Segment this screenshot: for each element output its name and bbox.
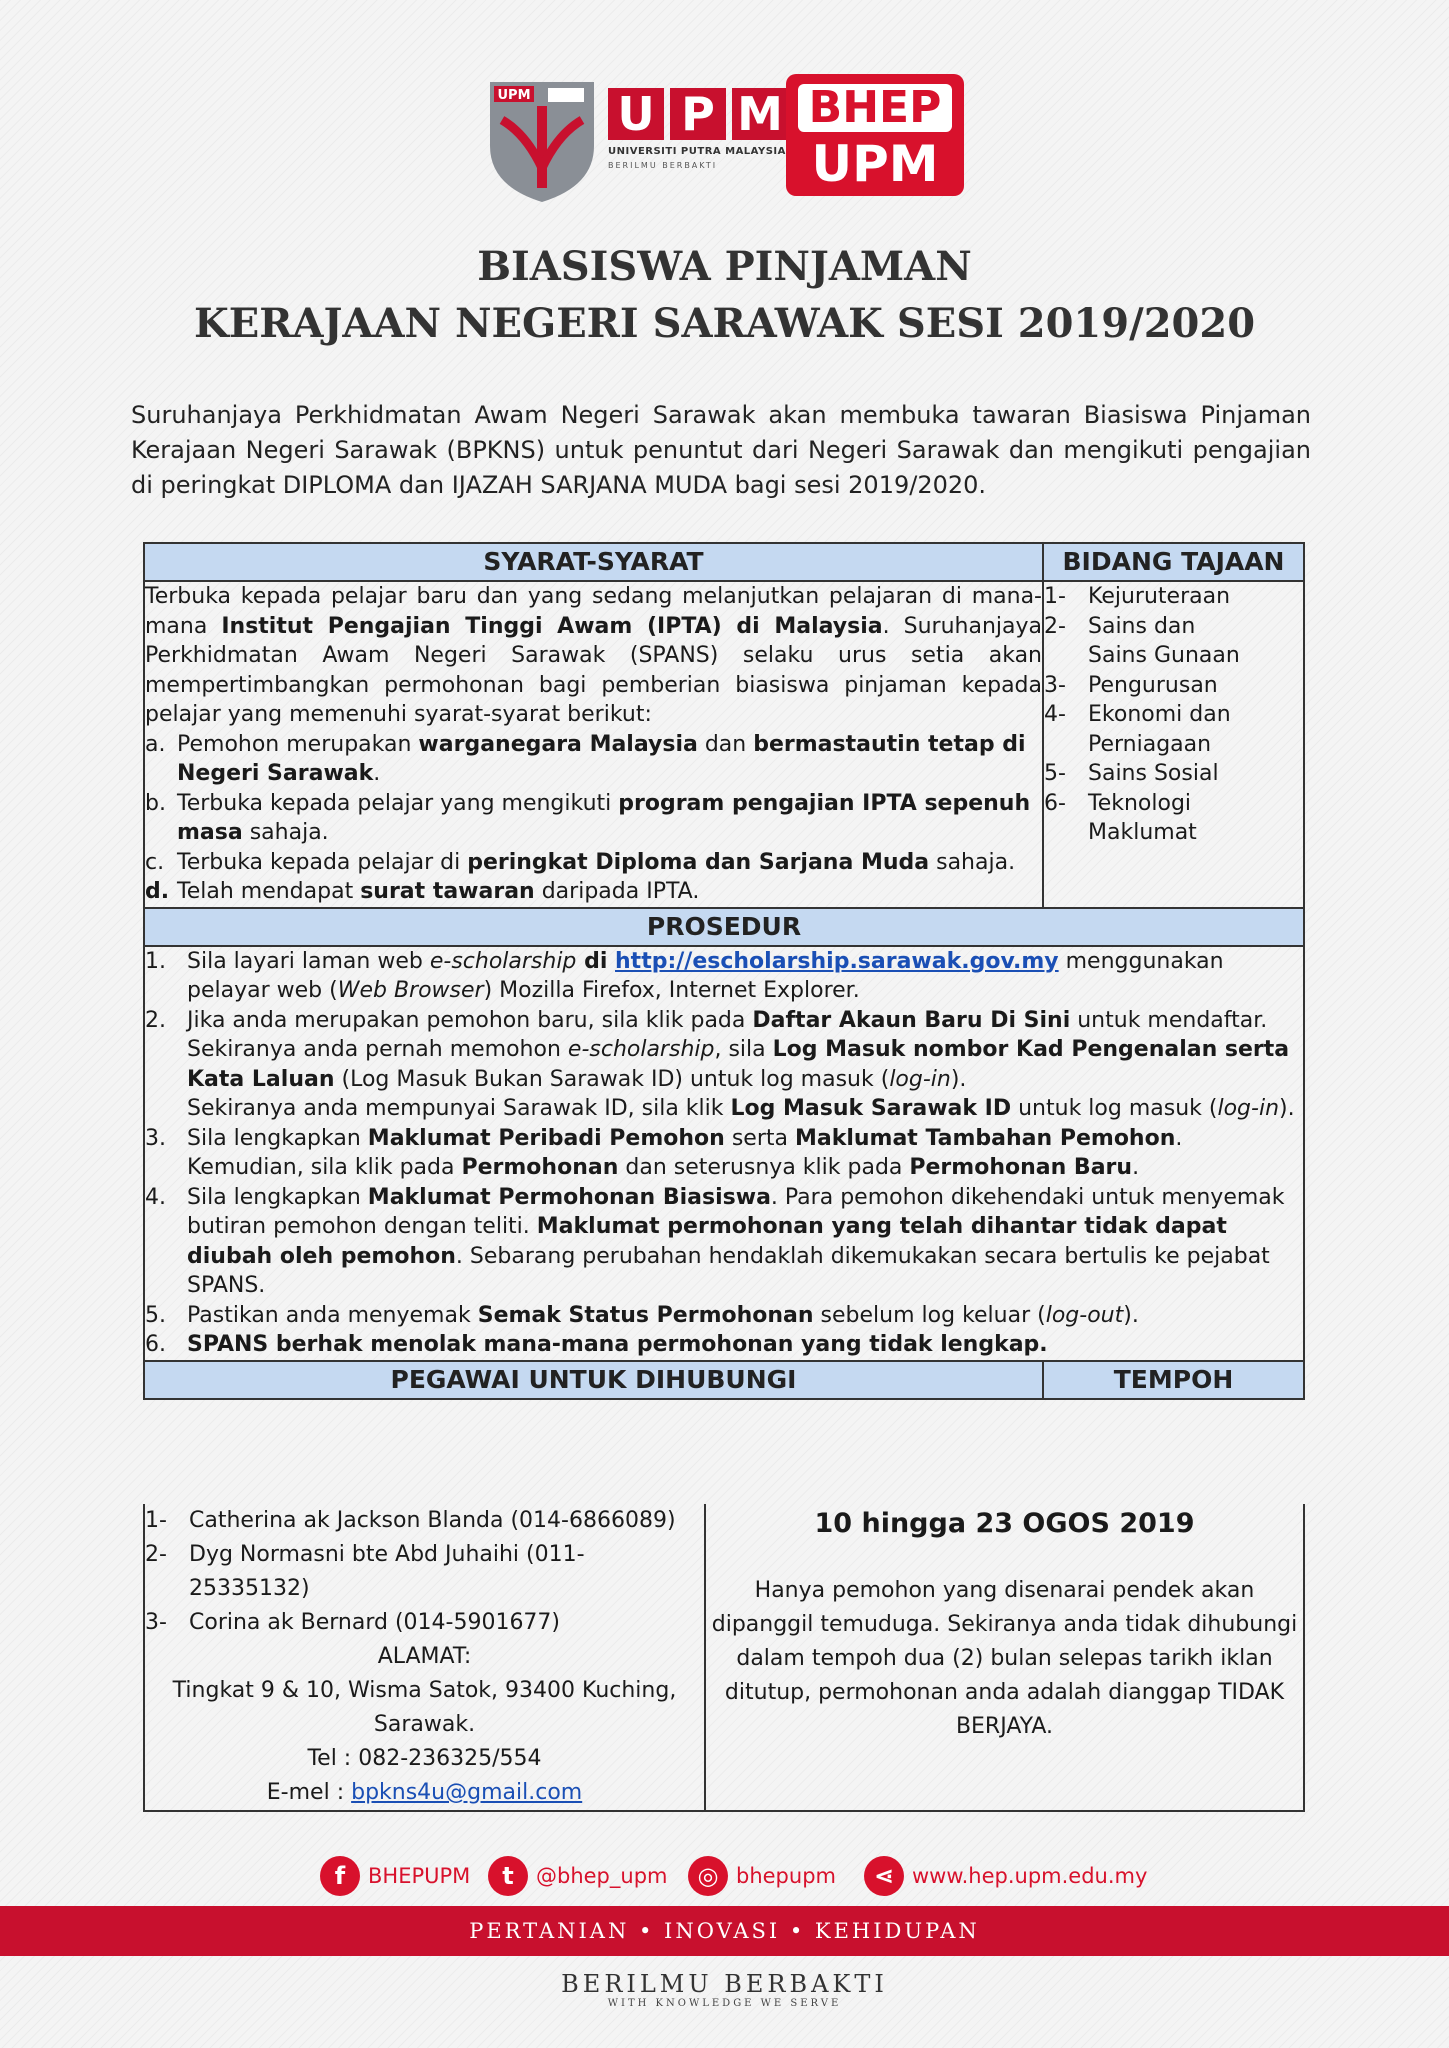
contact-table bbox=[143, 1504, 1305, 1812]
upm-letter: U bbox=[608, 88, 664, 140]
prosedur-step: 5. Pastikan anda menyemak Semak Status Permohonan sebelum log keluar (log-out). bbox=[145, 1302, 1139, 1328]
tempoh-note: Hanya pemohon yang disenarai pendek akan dipanggil temuduga. Sekiranya anda tidak dihubungi dalam tempoh dua (2) bulan selepas tarikh iklan ditutup, permohonan anda adalah dianggap TIDAK BERJAYA. bbox=[711, 1578, 1298, 1739]
bidang-item: 6- Teknologi Maklumat bbox=[1044, 790, 1197, 845]
alamat-line: Sarawak. bbox=[373, 1712, 476, 1737]
syarat-header: SYARAT-SYARAT bbox=[144, 543, 1043, 581]
intro-paragraph: Suruhanjaya Perkhidmatan Awam Negeri Sarawak akan membuka tawaran Biasiswa Pinjaman Kerajaan Negeri Sarawak (BPKNS) untuk penuntut dari Negeri Sarawak dan mengikuti pengajian di peringkat DIPLOMA dan IJAZAH SARJANA MUDA bagi sesi 2019/2020. bbox=[131, 401, 1311, 499]
upm-motto: BERILMU BERBAKTI bbox=[608, 161, 718, 170]
bhep-logo bbox=[786, 74, 964, 196]
email-row: E-mel : bpkns4u@gmail.com bbox=[266, 1780, 583, 1805]
prosedur-step: 6. SPANS berhak menolak mana-mana permohonan yang tidak lengkap. bbox=[145, 1332, 1048, 1357]
page-title-line2: KERAJAAN NEGERI SARAWAK SESI 2019/2020 bbox=[193, 300, 1256, 347]
escholarship-link[interactable]: http://escholarship.sarawak.gov.my bbox=[615, 948, 1059, 974]
tempoh-date: 10 hingga 23 OGOS 2019 bbox=[814, 1508, 1195, 1539]
facebook-link[interactable]: f BHEPUPM bbox=[320, 1856, 470, 1896]
prosedur-step: 1. Sila layari laman web e-scholarship di http://escholarship.sarawak.gov.my menggunakan pelayar web (Web Browser) Mozilla Firefox, Internet Explorer. bbox=[145, 948, 1224, 1003]
bidang-item: 4- Ekonomi dan Perniagaan bbox=[1044, 702, 1231, 757]
prosedur-header: PROSEDUR bbox=[144, 908, 1304, 946]
upm-name: UNIVERSITI PUTRA MALAYSIA bbox=[608, 146, 786, 157]
footer-motto bbox=[0, 1970, 1449, 2009]
tagline-band bbox=[0, 1906, 1449, 1956]
alamat-line: Tingkat 9 & 10, Wisma Satok, 93400 Kuching, bbox=[172, 1678, 677, 1703]
facebook-icon: f bbox=[320, 1856, 360, 1896]
prosedur-step: 3. Sila lengkapkan Maklumat Peribadi Pemohon serta Maklumat Tambahan Pemohon. Kemudian, sila klik pada Permohonan dan seterusnya klik pada Permohonan Baru. bbox=[145, 1125, 1183, 1180]
bidang-item: 2- Sains dan Sains Gunaan bbox=[1044, 613, 1240, 668]
contact-item: 3- Corina ak Bernard (014-5901677) bbox=[145, 1610, 561, 1635]
pegawai-header: PEGAWAI UNTUK DIHUBUNGI bbox=[144, 1361, 1043, 1399]
bidang-item: 1- Kejuruteraan bbox=[1044, 584, 1231, 609]
syarat-item: c. Terbuka kepada pelajar di peringkat Diploma dan Sarjana Muda sahaja. bbox=[145, 849, 1016, 875]
contact-item: 1- Catherina ak Jackson Blanda (014-6866089) bbox=[145, 1508, 676, 1533]
prosedur-step: 2. Jika anda merupakan pemohon baru, sila klik pada Daftar Akaun Baru Di Sini untuk mendaftar. Sekiranya anda pernah memohon e-scholarship, sila Log Masuk nombor Kad Pengenalan serta Kata Laluan (Log Masuk Bukan Sarawak ID) untuk log masuk (log-in). Sekiranya anda mempunyai Sarawak ID, sila klik Log Masuk Sarawak ID untuk log masuk (log-in). bbox=[145, 1007, 1295, 1121]
syarat-intro: Terbuka kepada pelajar baru dan yang sedang melanjutkan pelajaran di mana-mana Institut Pengajian Tinggi Awam (IPTA) di Malaysia. Suruhanjaya Perkhidmatan Awam Negeri Sarawak (SPANS) selaku urus setia akan mempertimbangkan permohonan bagi pemberian biasiswa pinjaman kepada pelajar yang memenuhi syarat-syarat berikut: bbox=[145, 584, 1042, 727]
upm-letter: P bbox=[670, 88, 726, 140]
info-table bbox=[143, 542, 1305, 1400]
instagram-link[interactable]: ◎ bhepupm bbox=[688, 1856, 836, 1896]
contact-item: 2- Dyg Normasni bte Abd Juhaihi (011-25335132) bbox=[145, 1542, 585, 1601]
twitter-icon: t bbox=[488, 1856, 528, 1896]
prosedur-step: 4. Sila lengkapkan Maklumat Permohonan Biasiswa. Para pemohon dikehendaki untuk menyemak butiran pemohon dengan teliti. Maklumat permohonan yang telah dihantar tidak dapat diubah oleh pemohon. Sebarang perubahan hendaklah dikemukakan secara bertulis ke pejabat SPANS. bbox=[145, 1184, 1285, 1298]
website-link[interactable]: ⋖ www.hep.upm.edu.my bbox=[864, 1856, 1147, 1896]
tagline: PERTANIAN • INOVASI • KEHIDUPAN bbox=[469, 1919, 980, 1943]
header-logos bbox=[0, 70, 1449, 210]
social-bar bbox=[0, 1856, 1449, 1904]
bidang-item: 5- Sains Sosial bbox=[1044, 761, 1219, 786]
tempoh-header: TEMPOH bbox=[1043, 1361, 1304, 1399]
upm-wordmark bbox=[608, 88, 788, 170]
syarat-item: a. Pemohon merupakan warganegara Malaysia dan bermastautin tetap di Negeri Sarawak. bbox=[145, 731, 1026, 786]
bhep-logo-bottom: UPM bbox=[811, 135, 939, 193]
motto-main: BERILMU BERBAKTI bbox=[561, 1970, 888, 1998]
share-icon: ⋖ bbox=[864, 1856, 904, 1896]
instagram-icon: ◎ bbox=[688, 1856, 728, 1896]
motto-sub: WITH KNOWLEDGE WE SERVE bbox=[607, 1998, 842, 2009]
syarat-item: d. Telah mendapat surat tawaran daripada IPTA. bbox=[145, 879, 700, 904]
bidang-item: 3- Pengurusan bbox=[1044, 672, 1218, 698]
bhep-logo-top: BHEP bbox=[798, 84, 952, 132]
email-link[interactable]: bpkns4u@gmail.com bbox=[351, 1780, 583, 1805]
tempoh-cell bbox=[705, 1504, 1304, 1811]
syarat-item: b. Terbuka kepada pelajar yang mengikuti program pengajian IPTA sepenuh masa sahaja. bbox=[145, 790, 1031, 845]
telephone: Tel : 082-236325/554 bbox=[307, 1746, 542, 1771]
page-title-line1: BIASISWA PINJAMAN bbox=[477, 243, 972, 290]
upm-letter: M bbox=[732, 88, 788, 140]
svg-text:UPM: UPM bbox=[497, 88, 531, 103]
bidang-cell bbox=[1043, 581, 1304, 908]
bidang-header: BIDANG TAJAAN bbox=[1043, 543, 1304, 581]
alamat-label: ALAMAT: bbox=[377, 1644, 472, 1669]
twitter-link[interactable]: t @bhep_upm bbox=[488, 1856, 668, 1896]
syarat-cell bbox=[144, 581, 1043, 908]
prosedur-cell bbox=[144, 946, 1304, 1361]
pegawai-cell bbox=[144, 1504, 705, 1811]
upm-crest-icon bbox=[486, 76, 598, 204]
